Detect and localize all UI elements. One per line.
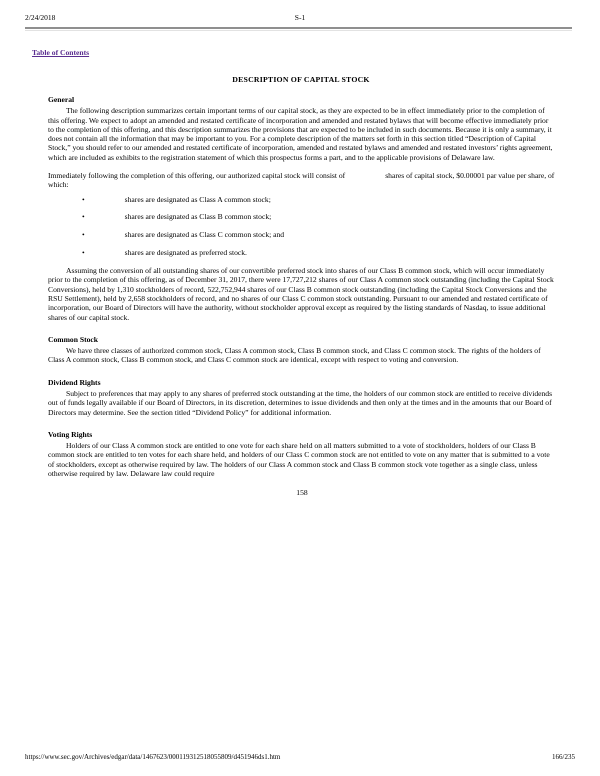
share-class-list <box>48 195 556 257</box>
filing-document <box>32 42 570 498</box>
section-heading-dividend-rights: Dividend Rights <box>48 377 101 387</box>
print-date: 2/24/2018 <box>25 13 56 22</box>
list-item-text: shares are designated as preferred stock. <box>124 247 247 257</box>
print-page-indicator: 166/235 <box>552 753 575 761</box>
list-item <box>48 212 556 221</box>
print-header <box>25 13 575 23</box>
bullet-icon: • <box>82 247 85 257</box>
list-item-text: shares are designated as Class A common stock; <box>124 194 271 204</box>
header-divider <box>25 27 572 31</box>
print-doc-type: S-1 <box>294 13 306 22</box>
section-heading-voting-rights: Voting Rights <box>48 429 93 439</box>
section-heading-general: General <box>48 95 75 104</box>
section-heading-common-stock: Common Stock <box>48 334 98 344</box>
paragraph-dividend-rights: Subject to preferences that may apply to any shares of preferred stock outstanding at the time, the holders of our common stock are entitled to receive dividends out of funds legally available if our Board of Directors, in its discretion, determines to issue dividends and then only at the times and in the amounts that our Board of Directors may determine. See the section titled “Dividend Policy” for additional information. <box>48 389 553 417</box>
source-url-text: https://www.sec.gov/Archives/edgar/data/1467623/000119312518055809/d451946ds1.htm <box>25 753 281 761</box>
list-item <box>48 248 556 257</box>
document-body <box>48 95 556 498</box>
list-item <box>48 230 556 239</box>
list-item <box>48 195 556 204</box>
bullet-icon: • <box>82 212 85 222</box>
bullet-icon: • <box>82 194 85 204</box>
table-of-contents-link[interactable]: Table of Contents <box>32 48 90 57</box>
intro-text-after-blank: shares of capital stock, $0.00001 par value per share, of which: <box>48 171 555 190</box>
list-item-text: shares are designated as Class C common stock; and <box>124 230 285 240</box>
document-page-number: 158 <box>296 488 308 498</box>
paragraph-common-stock: We have three classes of authorized common stock, Class A common stock, Class B common stock, and Class C common stock. The rights of the holders of Class A common stock, Class B common stock, and Class C common stock are identical, except with respect to voting and conversion. <box>48 346 541 365</box>
paragraph-voting-rights: Holders of our Class A common stock are entitled to one vote for each share held on all matters submitted to a vote of stockholders, holders of our Class B common stock are entitled to ten votes for each share held, and holders of our Class C common stock are not entitled to vote on any matter that is submitted to a vote of stockholders, except as otherwise required by law. The holders of our Class A common stock and Class B common stock vote together as a single class, unless otherwise required by law. Delaware law could require <box>48 441 550 479</box>
page-title: DESCRIPTION OF CAPITAL STOCK <box>232 75 370 84</box>
paragraph-general: The following description summarizes certain important terms of our capital stock, as they are expected to be in effect immediately prior to the completion of this offering. We expect to adopt an amended and restated certificate of incorporation and amended and restated bylaws that will become effective immediately prior to the completion of this offering, and this description summarizes the provisions that are expected to be included in such documents. Because it is only a summary, it does not contain all the information that may be important to you. For a complete description of the matters set forth in this section titled “Description of Capital Stock,” you should refer to our amended and restated certificate of incorporation, amended and restated bylaws and amended and restated investors’ rights agreement, which are included as exhibits to the registration statement of which this prospectus forms a part, and to the applicable provisions of Delaware law. <box>48 106 553 162</box>
list-item-text: shares are designated as Class B common stock; <box>124 212 272 222</box>
paragraph-authorized-intro <box>48 171 556 190</box>
bullet-icon: • <box>82 230 85 240</box>
intro-text-before-blank: Immediately following the completion of this offering, our authorized capital stock will consist of <box>48 171 346 181</box>
paragraph-assuming-conversion: Assuming the conversion of all outstanding shares of our convertible preferred stock into shares of our Class B common stock, which will occur immediately prior to the completion of this offering, as of December 31, 2017, there were 17,727,212 shares of our Class A common stock outstanding (including the Capital Stock Conversions), held by 1,310 stockholders of record, 522,752,944 shares of our Class B common stock outstanding (including the Capital Stock Conversions and the RSU Settlement), held by 2,658 stockholders of record, and no shares of our Class C common stock outstanding. Pursuant to our amended and restated certificate of incorporation, our Board of Directors will have the authority, without stockholder approval except as required by the listing standards of Nasdaq, to issue additional shares of our capital stock. <box>48 266 554 322</box>
